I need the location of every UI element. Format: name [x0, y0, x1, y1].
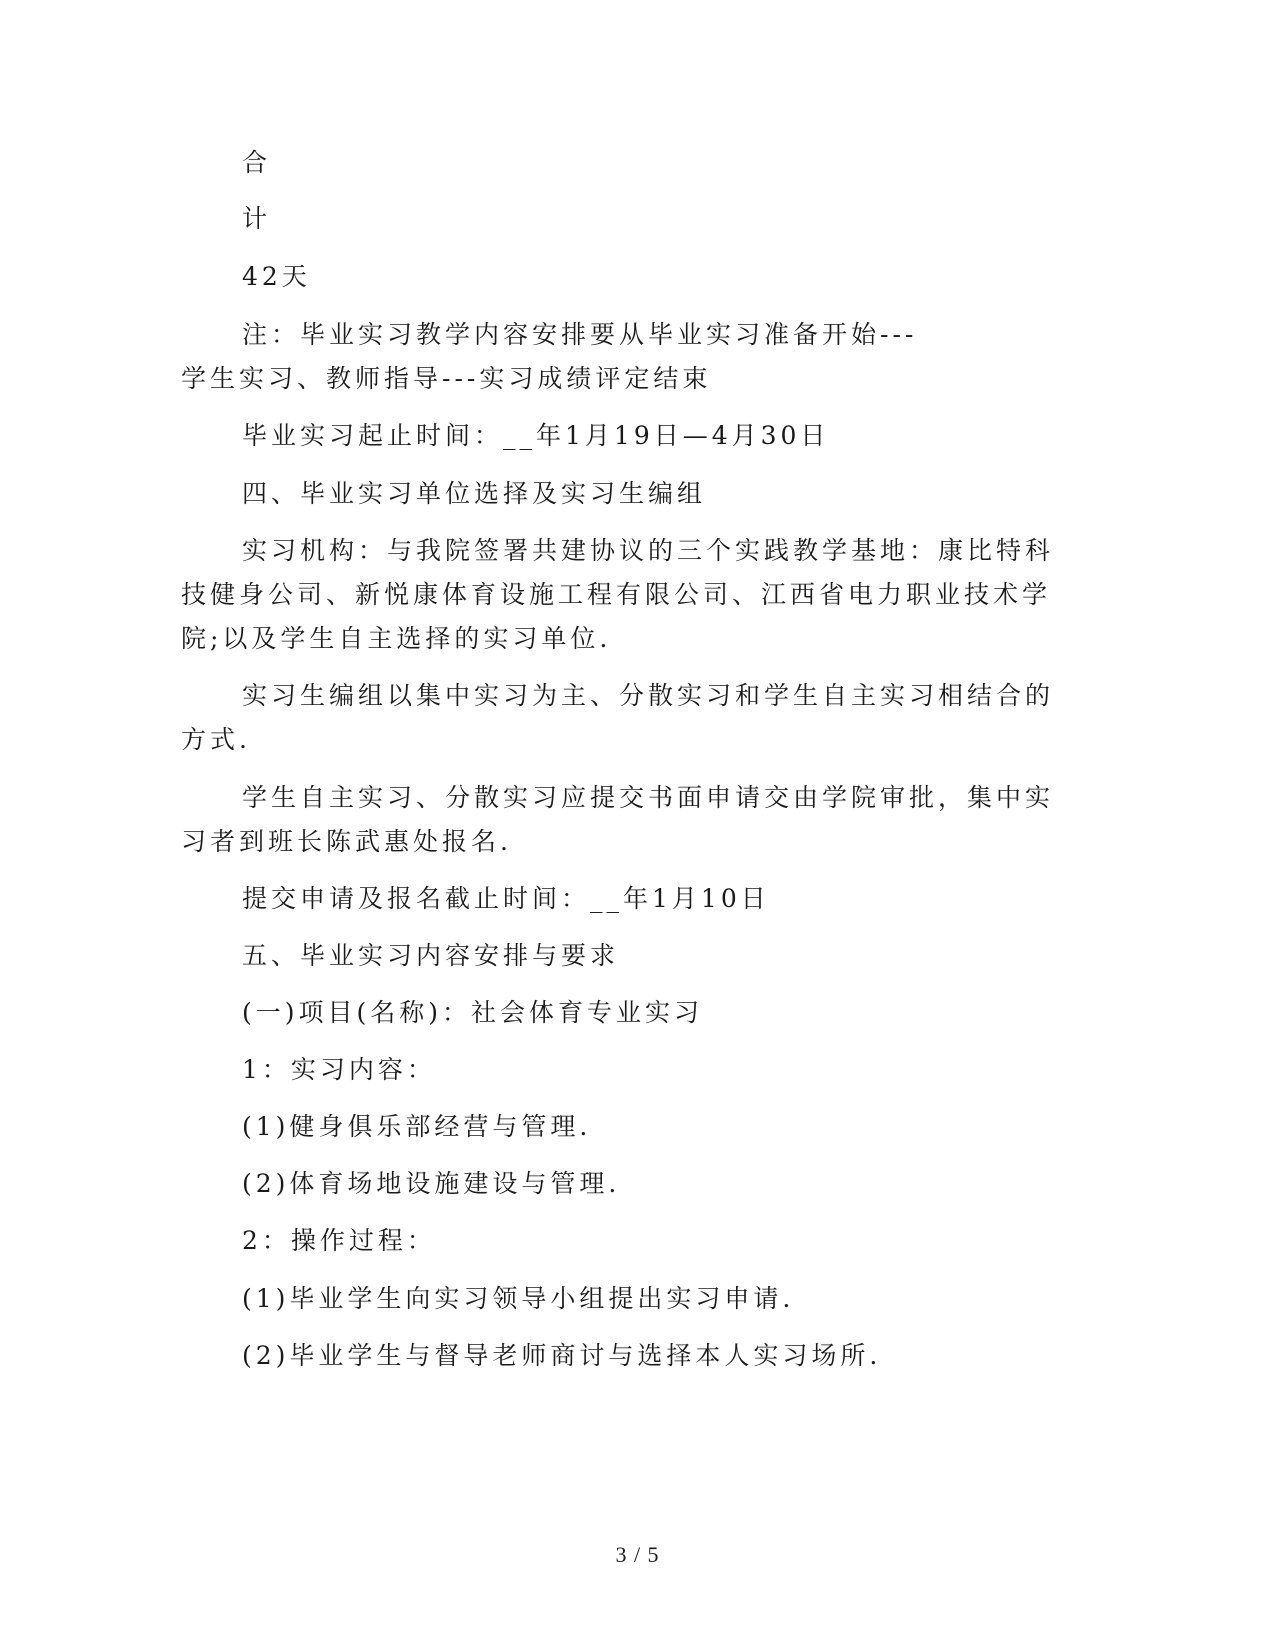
process-heading: 2：操作过程： [242, 1226, 436, 1255]
process-item-1: (1)毕业学生向实习领导小组提出实习申请. [242, 1284, 795, 1313]
grouping-paragraph-line-2: 方式. [181, 725, 251, 754]
content-item-2: (2)体育场地设施建设与管理. [242, 1169, 621, 1198]
process-item-2: (2)毕业学生与督导老师商讨与选择本人实习场所. [242, 1341, 882, 1370]
institutions-paragraph-line-2: 技健身公司、新悦康体育设施工程有限公司、江西省电力职业技术学 [181, 580, 1052, 609]
project-name-line: (一)项目(名称)：社会体育专业实习 [242, 998, 704, 1027]
internship-period: 毕业实习起止时间：__年1月19日—4月30日 [242, 421, 830, 450]
institutions-paragraph-line-1: 实习机构：与我院签署共建协议的三个实践教学基地：康比特科 [242, 536, 1055, 565]
section-heading-4: 四、毕业实习单位选择及实习生编组 [242, 479, 707, 508]
grouping-paragraph-line-1: 实习生编组以集中实习为主、分散实习和学生自主实习相结合的 [242, 681, 1055, 710]
application-paragraph-line-2: 习者到班长陈武惠处报名. [181, 827, 512, 856]
deadline-line: 提交申请及报名截止时间：__年1月10日 [242, 884, 770, 913]
section-heading-5: 五、毕业实习内容安排与要求 [242, 941, 620, 970]
content-heading: 1：实习内容： [242, 1055, 436, 1084]
content-item-1: (1)健身俱乐部经营与管理. [242, 1112, 592, 1141]
institutions-paragraph-line-3: 院;以及学生自主选择的实习单位. [181, 624, 612, 653]
table-cell-total-he: 合 [242, 148, 272, 177]
table-cell-total-days: 42天 [242, 262, 311, 291]
application-paragraph-line-1: 学生自主实习、分散实习应提交书面申请交由学院审批，集中实 [242, 783, 1055, 812]
page-number: 3 / 5 [615, 1542, 660, 1567]
note-paragraph-line-1: 注：毕业实习教学内容安排要从毕业实习准备开始--- [242, 320, 918, 349]
table-cell-total-ji: 计 [242, 204, 272, 233]
note-paragraph-line-2: 学生实习、教师指导---实习成绩评定结束 [181, 364, 712, 393]
